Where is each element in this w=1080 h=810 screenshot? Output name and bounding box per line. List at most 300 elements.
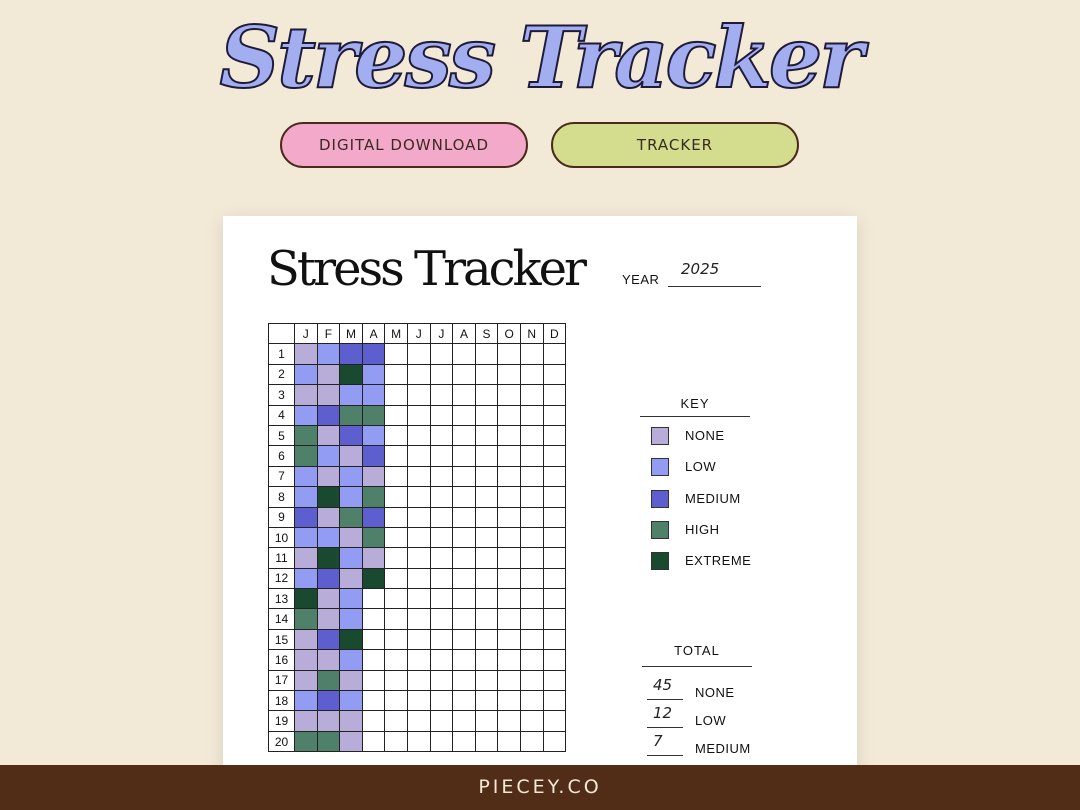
stress-cell[interactable] bbox=[407, 364, 430, 384]
stress-cell[interactable] bbox=[543, 670, 566, 690]
stress-cell[interactable] bbox=[543, 487, 566, 507]
stress-cell[interactable] bbox=[295, 568, 318, 588]
stress-cell[interactable] bbox=[453, 650, 476, 670]
stress-cell[interactable] bbox=[430, 629, 453, 649]
stress-cell[interactable] bbox=[317, 711, 340, 731]
stress-cell[interactable] bbox=[362, 568, 385, 588]
day-row bbox=[269, 731, 566, 751]
stress-cell[interactable] bbox=[340, 385, 363, 405]
stress-cell[interactable] bbox=[340, 364, 363, 384]
stress-cell[interactable] bbox=[362, 731, 385, 751]
stress-cell[interactable] bbox=[430, 405, 453, 425]
month-header: F bbox=[317, 324, 340, 344]
stress-cell[interactable] bbox=[295, 364, 318, 384]
stress-cell[interactable] bbox=[453, 711, 476, 731]
stress-cell[interactable] bbox=[317, 507, 340, 527]
digital-download-badge[interactable]: DIGITAL DOWNLOAD bbox=[280, 122, 528, 168]
key-swatch bbox=[651, 427, 669, 445]
stress-cell[interactable] bbox=[407, 425, 430, 445]
stress-cell[interactable] bbox=[475, 691, 498, 711]
stress-cell[interactable] bbox=[520, 446, 543, 466]
stress-cell[interactable] bbox=[362, 589, 385, 609]
stress-cell[interactable] bbox=[407, 691, 430, 711]
stress-cell[interactable] bbox=[407, 344, 430, 364]
stress-cell[interactable] bbox=[340, 609, 363, 629]
day-row bbox=[269, 691, 566, 711]
day-number: 16 bbox=[269, 650, 295, 670]
stress-cell[interactable] bbox=[317, 670, 340, 690]
total-label: LOW bbox=[695, 713, 727, 728]
key-swatch bbox=[651, 490, 669, 508]
stress-cell[interactable] bbox=[453, 507, 476, 527]
stress-cell[interactable] bbox=[453, 385, 476, 405]
stress-cell[interactable] bbox=[295, 589, 318, 609]
stress-cell[interactable] bbox=[543, 425, 566, 445]
stress-cell[interactable] bbox=[520, 589, 543, 609]
total-underline bbox=[647, 755, 683, 756]
stress-cell[interactable] bbox=[498, 527, 521, 547]
stress-cell[interactable] bbox=[385, 731, 408, 751]
stress-cell[interactable] bbox=[362, 629, 385, 649]
stress-cell[interactable] bbox=[475, 425, 498, 445]
stress-cell[interactable] bbox=[520, 466, 543, 486]
stress-cell[interactable] bbox=[430, 548, 453, 568]
stress-cell[interactable] bbox=[520, 527, 543, 547]
stress-cell[interactable] bbox=[453, 527, 476, 547]
stress-cell[interactable] bbox=[520, 670, 543, 690]
month-header: D bbox=[543, 324, 566, 344]
stress-cell[interactable] bbox=[407, 385, 430, 405]
stress-cell[interactable] bbox=[543, 527, 566, 547]
stress-cell[interactable] bbox=[475, 405, 498, 425]
year-underline bbox=[668, 286, 761, 287]
stress-cell[interactable] bbox=[317, 344, 340, 364]
stress-cell[interactable] bbox=[295, 466, 318, 486]
stress-cell[interactable] bbox=[498, 466, 521, 486]
stress-cell[interactable] bbox=[475, 385, 498, 405]
stress-cell[interactable] bbox=[385, 670, 408, 690]
stress-cell[interactable] bbox=[385, 691, 408, 711]
stress-cell[interactable] bbox=[453, 629, 476, 649]
stress-cell[interactable] bbox=[385, 548, 408, 568]
stress-cell[interactable] bbox=[453, 425, 476, 445]
stress-cell[interactable] bbox=[543, 507, 566, 527]
stress-cell[interactable] bbox=[475, 364, 498, 384]
stress-cell[interactable] bbox=[385, 609, 408, 629]
day-number: 14 bbox=[269, 609, 295, 629]
stress-cell[interactable] bbox=[340, 731, 363, 751]
key-label: MEDIUM bbox=[685, 490, 741, 506]
stress-cell[interactable] bbox=[317, 609, 340, 629]
stress-cell[interactable] bbox=[543, 691, 566, 711]
stress-cell[interactable] bbox=[498, 670, 521, 690]
stress-cell[interactable] bbox=[430, 385, 453, 405]
stress-cell[interactable] bbox=[295, 670, 318, 690]
key-swatch bbox=[651, 458, 669, 476]
day-number: 5 bbox=[269, 425, 295, 445]
total-value: 7 bbox=[653, 732, 663, 750]
stress-cell[interactable] bbox=[295, 731, 318, 751]
stress-cell[interactable] bbox=[520, 507, 543, 527]
stress-cell[interactable] bbox=[340, 548, 363, 568]
stress-cell[interactable] bbox=[498, 548, 521, 568]
stress-cell[interactable] bbox=[520, 385, 543, 405]
stress-cell[interactable] bbox=[317, 650, 340, 670]
stress-cell[interactable] bbox=[498, 691, 521, 711]
day-row bbox=[269, 385, 566, 405]
stress-cell[interactable] bbox=[520, 711, 543, 731]
stress-cell[interactable] bbox=[385, 425, 408, 445]
hero-title: Stress Tracker bbox=[219, 8, 861, 107]
stress-cell[interactable] bbox=[340, 425, 363, 445]
stress-cell[interactable] bbox=[453, 364, 476, 384]
stress-cell[interactable] bbox=[453, 609, 476, 629]
stress-cell[interactable] bbox=[430, 711, 453, 731]
stress-cell[interactable] bbox=[475, 466, 498, 486]
stress-cell[interactable] bbox=[475, 507, 498, 527]
stress-cell[interactable] bbox=[340, 568, 363, 588]
tracker-badge[interactable]: TRACKER bbox=[551, 122, 799, 168]
stress-cell[interactable] bbox=[520, 609, 543, 629]
stress-cell[interactable] bbox=[385, 507, 408, 527]
stress-cell[interactable] bbox=[475, 629, 498, 649]
grid-body bbox=[269, 344, 566, 752]
stress-cell[interactable] bbox=[453, 466, 476, 486]
stress-cell[interactable] bbox=[543, 548, 566, 568]
day-number: 10 bbox=[269, 527, 295, 547]
stress-cell[interactable] bbox=[317, 589, 340, 609]
stress-cell[interactable] bbox=[498, 609, 521, 629]
stress-cell[interactable] bbox=[362, 385, 385, 405]
stress-cell[interactable] bbox=[340, 691, 363, 711]
stress-cell[interactable] bbox=[453, 405, 476, 425]
stress-cell[interactable] bbox=[498, 589, 521, 609]
day-row bbox=[269, 405, 566, 425]
stress-cell[interactable] bbox=[362, 650, 385, 670]
stress-cell[interactable] bbox=[407, 527, 430, 547]
stress-cell[interactable] bbox=[340, 487, 363, 507]
stress-cell[interactable] bbox=[295, 629, 318, 649]
stress-cell[interactable] bbox=[362, 344, 385, 364]
stress-cell[interactable] bbox=[498, 364, 521, 384]
stress-cell[interactable] bbox=[340, 650, 363, 670]
stress-cell[interactable] bbox=[453, 691, 476, 711]
stress-cell[interactable] bbox=[317, 731, 340, 751]
stress-cell[interactable] bbox=[430, 446, 453, 466]
stress-cell[interactable] bbox=[340, 507, 363, 527]
stress-cell[interactable] bbox=[453, 589, 476, 609]
stress-cell[interactable] bbox=[295, 385, 318, 405]
stress-cell[interactable] bbox=[340, 405, 363, 425]
key-label: NONE bbox=[685, 428, 725, 443]
stress-cell[interactable] bbox=[317, 548, 340, 568]
stress-cell[interactable] bbox=[520, 629, 543, 649]
stress-cell[interactable] bbox=[407, 629, 430, 649]
stress-cell[interactable] bbox=[430, 731, 453, 751]
stress-cell[interactable] bbox=[543, 364, 566, 384]
day-row bbox=[269, 548, 566, 568]
stress-cell[interactable] bbox=[362, 507, 385, 527]
sheet-title: Stress Tracker bbox=[267, 241, 584, 297]
stress-cell[interactable] bbox=[498, 507, 521, 527]
stress-cell[interactable] bbox=[385, 466, 408, 486]
stress-cell[interactable] bbox=[362, 466, 385, 486]
stress-cell[interactable] bbox=[295, 344, 318, 364]
stress-cell[interactable] bbox=[385, 446, 408, 466]
stress-cell[interactable] bbox=[317, 487, 340, 507]
stress-cell[interactable] bbox=[385, 568, 408, 588]
stress-cell[interactable] bbox=[317, 466, 340, 486]
total-label: MEDIUM bbox=[695, 741, 751, 756]
stress-cell[interactable] bbox=[295, 446, 318, 466]
stress-cell[interactable] bbox=[498, 344, 521, 364]
stress-cell[interactable] bbox=[362, 425, 385, 445]
stress-cell[interactable] bbox=[295, 507, 318, 527]
stress-cell[interactable] bbox=[407, 548, 430, 568]
stress-cell[interactable] bbox=[407, 466, 430, 486]
stress-cell[interactable] bbox=[295, 548, 318, 568]
stress-cell[interactable] bbox=[407, 405, 430, 425]
stress-cell[interactable] bbox=[475, 344, 498, 364]
stress-cell[interactable] bbox=[430, 609, 453, 629]
stress-cell[interactable] bbox=[385, 629, 408, 649]
stress-cell[interactable] bbox=[385, 589, 408, 609]
key-title: KEY bbox=[680, 396, 710, 411]
stress-cell[interactable] bbox=[520, 568, 543, 588]
stress-cell[interactable] bbox=[407, 609, 430, 629]
stress-cell[interactable] bbox=[453, 731, 476, 751]
stress-cell[interactable] bbox=[430, 691, 453, 711]
stress-cell[interactable] bbox=[498, 711, 521, 731]
stress-cell[interactable] bbox=[543, 609, 566, 629]
stress-cell[interactable] bbox=[475, 487, 498, 507]
stress-cell[interactable] bbox=[498, 487, 521, 507]
stress-cell[interactable] bbox=[498, 629, 521, 649]
day-row bbox=[269, 507, 566, 527]
stress-cell[interactable] bbox=[385, 344, 408, 364]
stress-cell[interactable] bbox=[520, 731, 543, 751]
total-underline bbox=[647, 699, 683, 700]
day-row bbox=[269, 364, 566, 384]
stress-cell[interactable] bbox=[362, 364, 385, 384]
stress-cell[interactable] bbox=[430, 487, 453, 507]
stress-cell[interactable] bbox=[430, 568, 453, 588]
stress-cell[interactable] bbox=[295, 487, 318, 507]
stress-cell[interactable] bbox=[295, 527, 318, 547]
stress-cell[interactable] bbox=[453, 487, 476, 507]
stress-cell[interactable] bbox=[430, 344, 453, 364]
stress-cell[interactable] bbox=[385, 487, 408, 507]
stress-cell[interactable] bbox=[453, 548, 476, 568]
stress-cell[interactable] bbox=[317, 385, 340, 405]
day-row bbox=[269, 670, 566, 690]
stress-cell[interactable] bbox=[430, 507, 453, 527]
month-header: A bbox=[362, 324, 385, 344]
key-label: LOW bbox=[685, 459, 717, 475]
stress-cell[interactable] bbox=[475, 548, 498, 568]
stress-cell[interactable] bbox=[385, 405, 408, 425]
stress-cell[interactable] bbox=[317, 425, 340, 445]
stress-cell[interactable] bbox=[362, 487, 385, 507]
month-header: A bbox=[453, 324, 476, 344]
stress-cell[interactable] bbox=[430, 589, 453, 609]
stress-cell[interactable] bbox=[362, 711, 385, 731]
stress-cell[interactable] bbox=[340, 466, 363, 486]
stress-cell[interactable] bbox=[453, 446, 476, 466]
stress-cell[interactable] bbox=[362, 548, 385, 568]
day-row bbox=[269, 568, 566, 588]
stress-cell[interactable] bbox=[543, 385, 566, 405]
day-number: 3 bbox=[269, 385, 295, 405]
footer-brand: PIECEY.CO bbox=[0, 765, 1080, 810]
stress-cell[interactable] bbox=[498, 385, 521, 405]
stress-cell[interactable] bbox=[475, 609, 498, 629]
total-row bbox=[647, 734, 777, 758]
stress-cell[interactable] bbox=[407, 731, 430, 751]
stress-cell[interactable] bbox=[317, 405, 340, 425]
month-header: J bbox=[295, 324, 318, 344]
stress-cell[interactable] bbox=[385, 527, 408, 547]
stress-cell[interactable] bbox=[295, 711, 318, 731]
stress-cell[interactable] bbox=[340, 527, 363, 547]
stress-cell[interactable] bbox=[317, 364, 340, 384]
stress-cell[interactable] bbox=[362, 691, 385, 711]
month-header-row bbox=[269, 324, 566, 344]
stress-cell[interactable] bbox=[295, 650, 318, 670]
stress-cell[interactable] bbox=[430, 670, 453, 690]
stress-cell[interactable] bbox=[430, 364, 453, 384]
stress-cell[interactable] bbox=[317, 629, 340, 649]
stress-cell[interactable] bbox=[543, 344, 566, 364]
stress-cell[interactable] bbox=[362, 670, 385, 690]
stress-cell[interactable] bbox=[453, 568, 476, 588]
stress-cell[interactable] bbox=[543, 711, 566, 731]
total-value: 45 bbox=[653, 676, 673, 694]
stress-cell[interactable] bbox=[295, 425, 318, 445]
stress-cell[interactable] bbox=[295, 609, 318, 629]
stress-cell[interactable] bbox=[430, 466, 453, 486]
stress-cell[interactable] bbox=[362, 527, 385, 547]
stress-cell[interactable] bbox=[430, 425, 453, 445]
stress-cell[interactable] bbox=[520, 405, 543, 425]
stress-cell[interactable] bbox=[362, 609, 385, 629]
stress-cell[interactable] bbox=[340, 446, 363, 466]
stress-cell[interactable] bbox=[475, 711, 498, 731]
stress-cell[interactable] bbox=[520, 364, 543, 384]
day-number: 12 bbox=[269, 568, 295, 588]
stress-cell[interactable] bbox=[453, 344, 476, 364]
stress-cell[interactable] bbox=[340, 344, 363, 364]
stress-cell[interactable] bbox=[317, 527, 340, 547]
stress-cell[interactable] bbox=[475, 670, 498, 690]
day-row bbox=[269, 527, 566, 547]
stress-cell[interactable] bbox=[475, 731, 498, 751]
key-label: HIGH bbox=[685, 521, 720, 537]
stress-cell[interactable] bbox=[520, 425, 543, 445]
stress-cell[interactable] bbox=[498, 446, 521, 466]
stress-cell[interactable] bbox=[430, 650, 453, 670]
stress-cell[interactable] bbox=[543, 650, 566, 670]
stress-cell[interactable] bbox=[317, 446, 340, 466]
stress-cell[interactable] bbox=[520, 487, 543, 507]
stress-cell[interactable] bbox=[407, 446, 430, 466]
stress-cell[interactable] bbox=[295, 691, 318, 711]
day-number: 19 bbox=[269, 711, 295, 731]
stress-cell[interactable] bbox=[475, 527, 498, 547]
day-row bbox=[269, 650, 566, 670]
stress-cell[interactable] bbox=[385, 364, 408, 384]
day-number: 4 bbox=[269, 405, 295, 425]
stress-cell[interactable] bbox=[385, 650, 408, 670]
day-number: 8 bbox=[269, 487, 295, 507]
day-row bbox=[269, 446, 566, 466]
stress-cell[interactable] bbox=[520, 650, 543, 670]
month-header: J bbox=[430, 324, 453, 344]
total-row bbox=[647, 678, 777, 702]
stress-cell[interactable] bbox=[362, 446, 385, 466]
stress-cell[interactable] bbox=[340, 670, 363, 690]
stress-cell[interactable] bbox=[317, 568, 340, 588]
stress-cell[interactable] bbox=[407, 589, 430, 609]
stress-cell[interactable] bbox=[498, 425, 521, 445]
stress-cell[interactable] bbox=[520, 548, 543, 568]
stress-cell[interactable] bbox=[543, 731, 566, 751]
stress-cell[interactable] bbox=[475, 589, 498, 609]
stress-cell[interactable] bbox=[498, 650, 521, 670]
stress-cell[interactable] bbox=[475, 650, 498, 670]
stress-cell[interactable] bbox=[385, 385, 408, 405]
key-divider bbox=[640, 416, 750, 417]
stress-cell[interactable] bbox=[340, 629, 363, 649]
stress-cell[interactable] bbox=[520, 691, 543, 711]
stress-cell[interactable] bbox=[475, 568, 498, 588]
stress-cell[interactable] bbox=[543, 589, 566, 609]
stress-cell[interactable] bbox=[407, 487, 430, 507]
stress-cell[interactable] bbox=[340, 711, 363, 731]
stress-cell[interactable] bbox=[498, 568, 521, 588]
day-number: 2 bbox=[269, 364, 295, 384]
stress-cell[interactable] bbox=[340, 589, 363, 609]
stress-cell[interactable] bbox=[407, 650, 430, 670]
stress-cell[interactable] bbox=[498, 405, 521, 425]
day-row bbox=[269, 425, 566, 445]
stress-cell[interactable] bbox=[407, 568, 430, 588]
month-header: M bbox=[340, 324, 363, 344]
key-label: EXTREME bbox=[685, 553, 752, 569]
stress-cell[interactable] bbox=[385, 711, 408, 731]
stress-cell[interactable] bbox=[475, 446, 498, 466]
day-number: 1 bbox=[269, 344, 295, 364]
stress-cell[interactable] bbox=[317, 691, 340, 711]
stress-cell[interactable] bbox=[543, 568, 566, 588]
stress-cell[interactable] bbox=[407, 670, 430, 690]
stress-cell[interactable] bbox=[543, 446, 566, 466]
stress-cell[interactable] bbox=[543, 405, 566, 425]
stress-cell[interactable] bbox=[407, 711, 430, 731]
total-label: NONE bbox=[695, 685, 735, 700]
total-underline bbox=[647, 727, 683, 728]
stress-cell[interactable] bbox=[295, 405, 318, 425]
stress-cell[interactable] bbox=[362, 405, 385, 425]
day-number: 20 bbox=[269, 731, 295, 751]
stress-cell[interactable] bbox=[407, 507, 430, 527]
stress-cell[interactable] bbox=[543, 466, 566, 486]
stress-cell[interactable] bbox=[520, 344, 543, 364]
stress-cell[interactable] bbox=[498, 731, 521, 751]
stress-cell[interactable] bbox=[430, 527, 453, 547]
stress-cell[interactable] bbox=[543, 629, 566, 649]
stress-cell[interactable] bbox=[453, 670, 476, 690]
